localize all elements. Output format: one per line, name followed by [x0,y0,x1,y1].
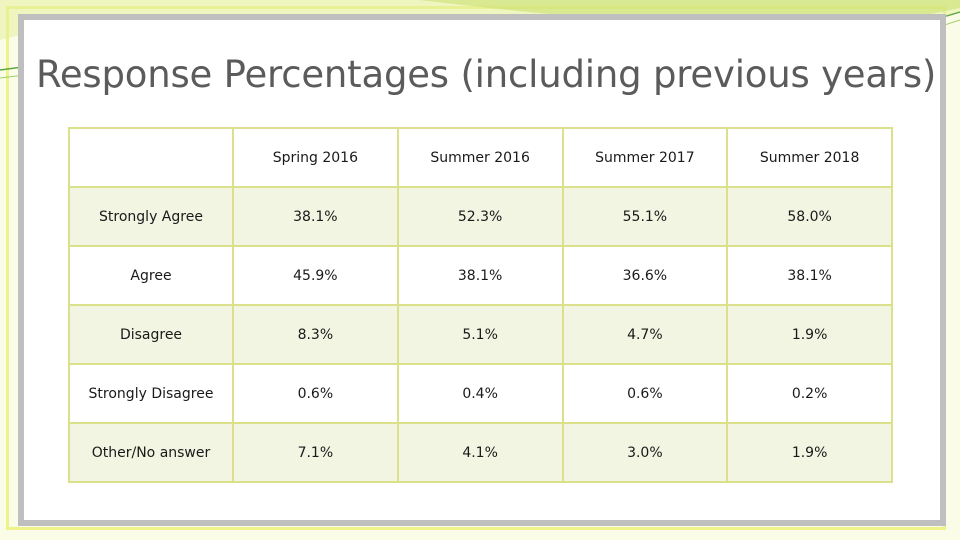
table-cell: 0.2% [727,364,892,423]
table-cell: 3.0% [563,423,728,482]
column-header: Spring 2016 [233,128,398,187]
table-cell: 0.6% [563,364,728,423]
table-cell: 8.3% [233,305,398,364]
column-header: Summer 2017 [563,128,728,187]
row-label: Other/No answer [69,423,233,482]
column-header: Summer 2016 [398,128,563,187]
table-cell: 1.9% [727,305,892,364]
row-label: Disagree [69,305,233,364]
table-row [69,187,892,246]
table-cell: 0.4% [398,364,563,423]
header-row [69,128,892,187]
table-cell: 45.9% [233,246,398,305]
table-cell: 58.0% [727,187,892,246]
table-cell: 1.9% [727,423,892,482]
table-cell: 5.1% [398,305,563,364]
table-cell: 36.6% [563,246,728,305]
table-cell: 52.3% [398,187,563,246]
row-label: Agree [69,246,233,305]
table-row [69,305,892,364]
table-row [69,364,892,423]
table-row [69,423,892,482]
table-row [69,246,892,305]
table-cell: 38.1% [398,246,563,305]
table-cell: 4.1% [398,423,563,482]
table-cell: 38.1% [727,246,892,305]
table-cell: 38.1% [233,187,398,246]
table-cell: 0.6% [233,364,398,423]
response-table [68,127,893,483]
row-label: Strongly Agree [69,187,233,246]
table-cell: 4.7% [563,305,728,364]
slide-title: Response Percentages (including previous years) [36,53,937,96]
header-corner-cell [69,128,233,187]
column-header: Summer 2018 [727,128,892,187]
row-label: Strongly Disagree [69,364,233,423]
table-cell: 55.1% [563,187,728,246]
table-cell: 7.1% [233,423,398,482]
